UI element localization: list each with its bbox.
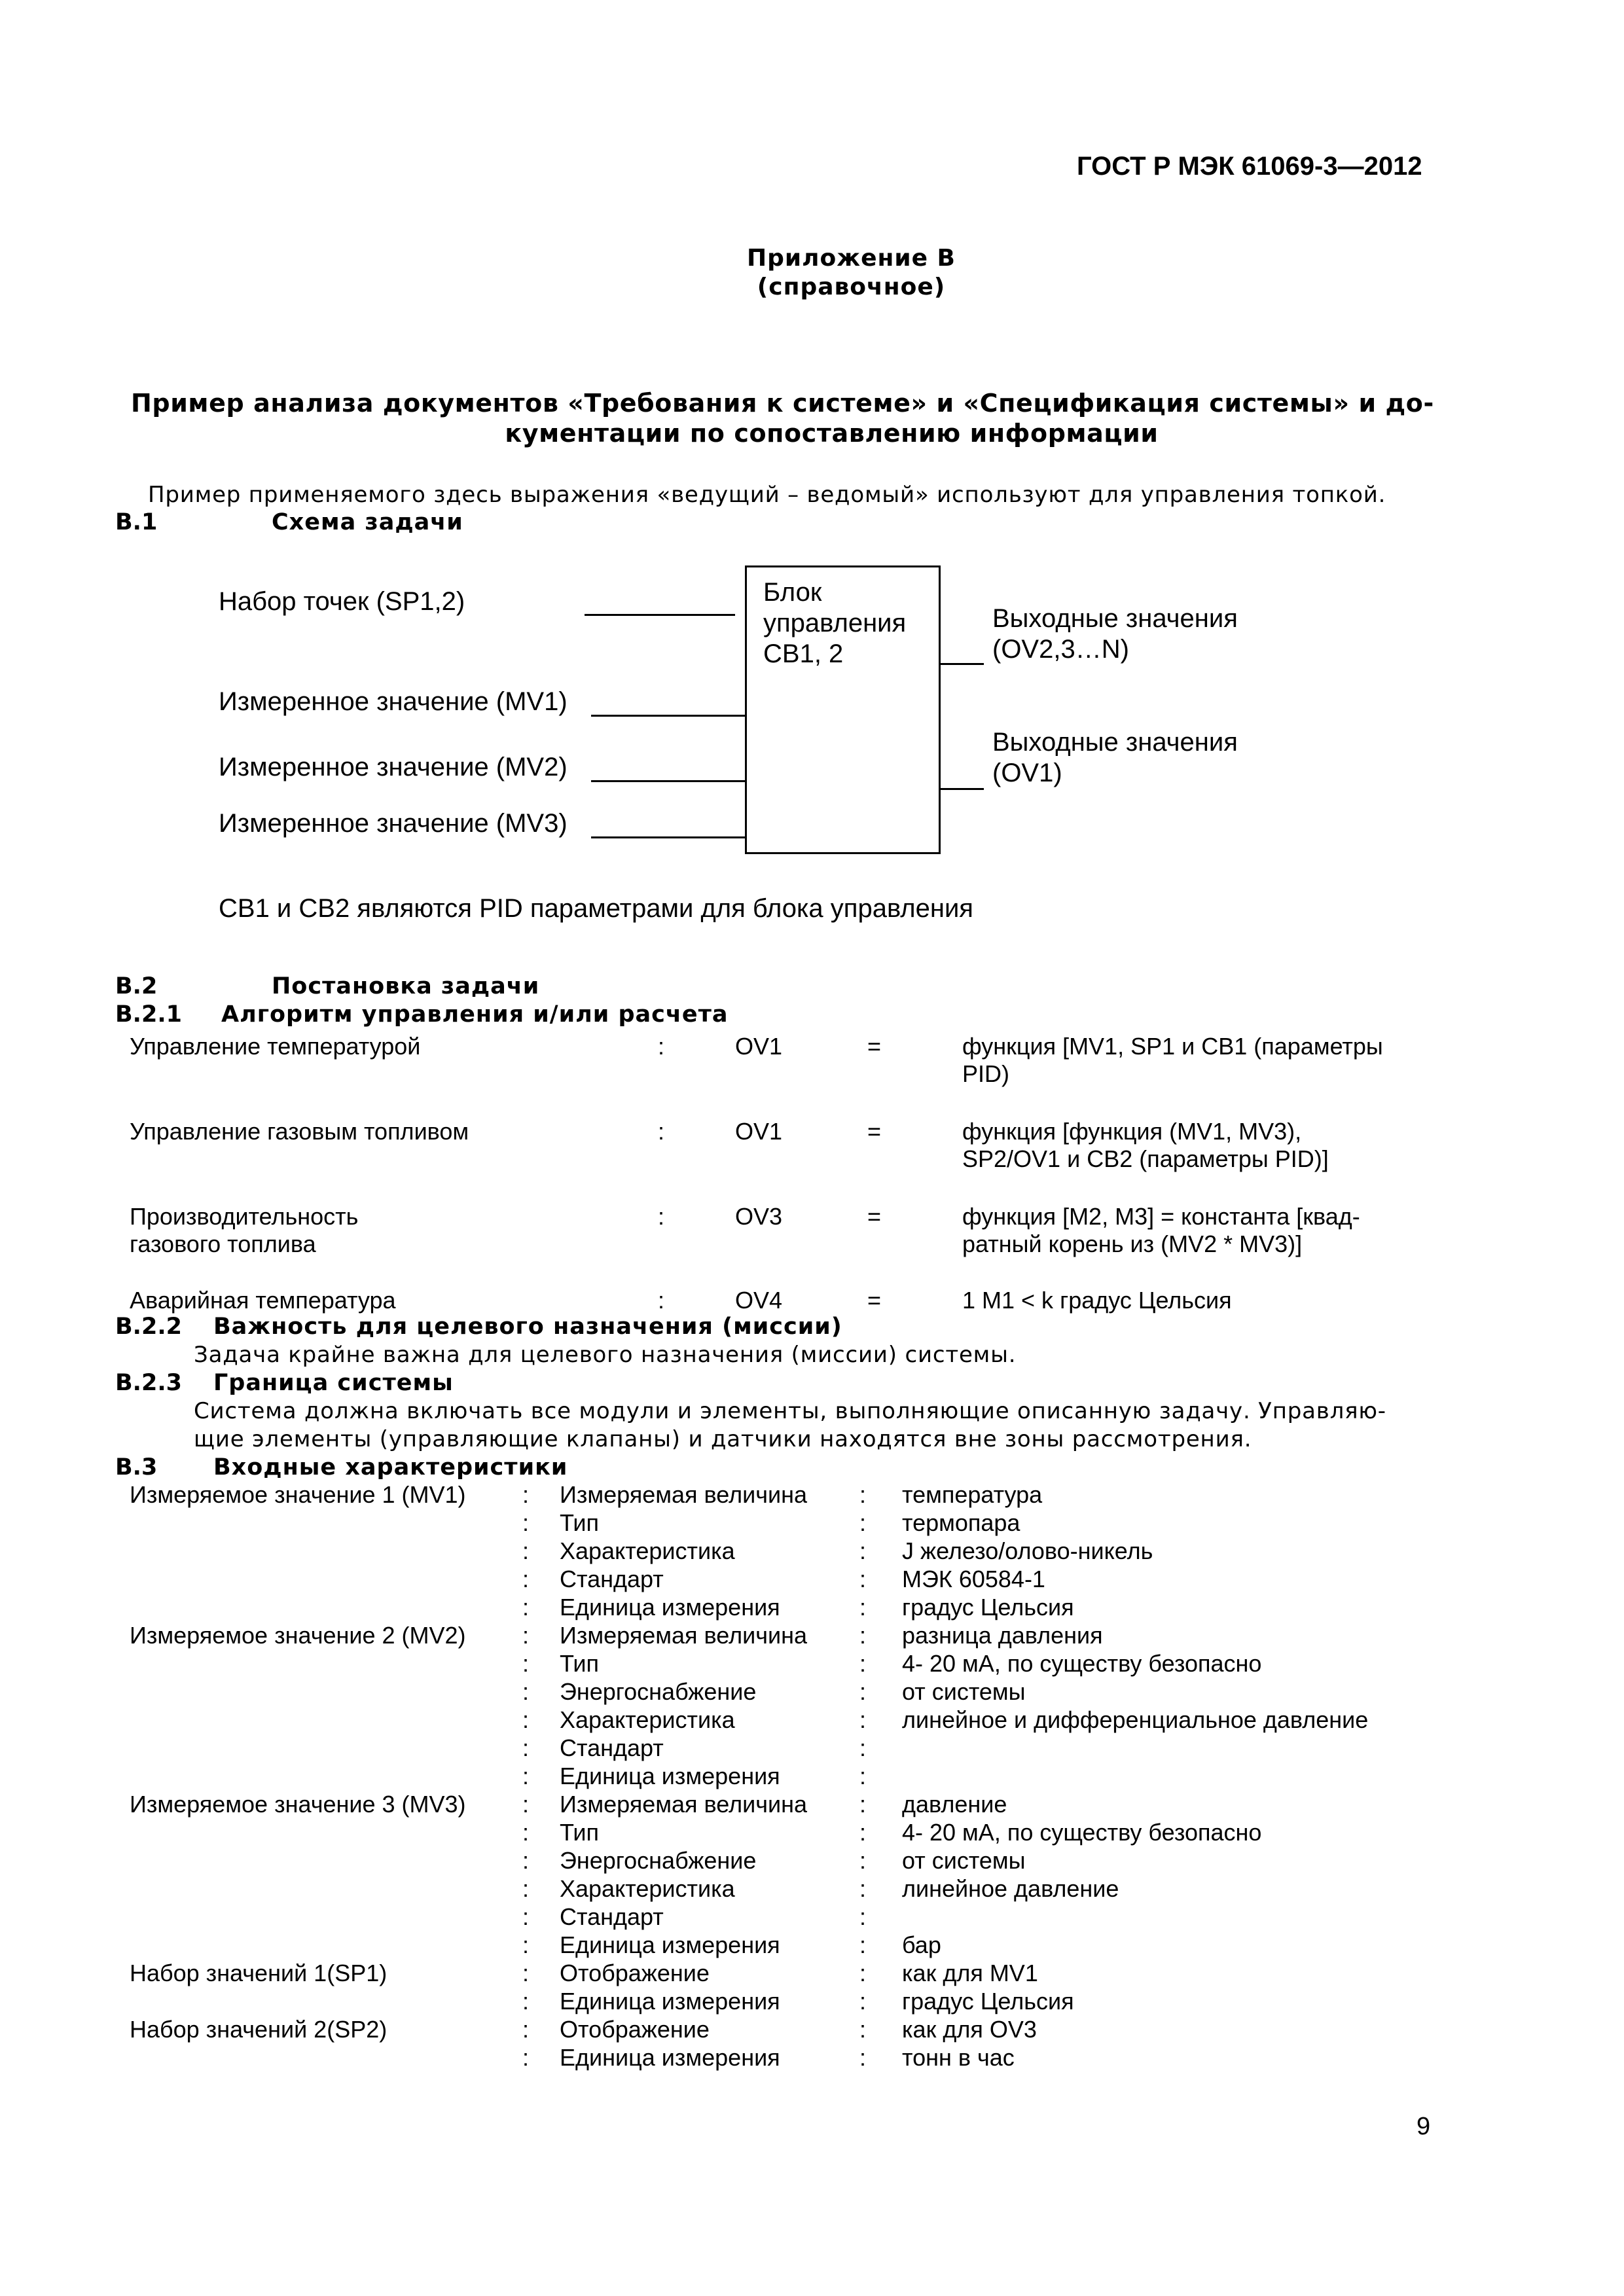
input-prop-cell: Единица измерения [560,2044,780,2071]
mv1-line [591,715,746,717]
input-value-cell: разница давления [902,1622,1103,1649]
input-label-cell: Набор значений 1(SP1) [130,1960,388,1986]
section-b1-title: Схема задачи [272,509,463,535]
output1-line [941,663,984,665]
appendix-title: Приложение В [747,245,956,272]
input-c2-cell: : [859,1960,867,1986]
input-value-cell: как для MV1 [902,1960,1038,1986]
input-c1-cell: : [522,1537,530,1564]
input-c2-cell: : [859,1763,867,1789]
section-b2-number: В.2 [115,973,158,999]
input-c1-cell: : [522,1763,530,1789]
input-c2-cell: : [859,2016,867,2043]
main-title-line2: кументации по сопоставлению информации [505,419,1159,448]
input-c1-cell: : [522,1931,530,1958]
input-c1-cell: : [522,1622,530,1649]
section-b3-number: В.3 [115,1454,158,1480]
input-value-cell: градус Цельсия [902,1594,1074,1621]
input-label-cell: Измеряемое значение 2 (MV2) [130,1622,466,1649]
input-c2-cell: : [859,1566,867,1592]
mv2-label: Измеренное значение (MV2) [219,753,568,781]
input-c1-cell: : [522,2016,530,2043]
output2-line [941,788,984,790]
input-c1-cell: : [522,1509,530,1536]
section-b23-text-line1: Система должна включать все модули и элементы, выполняющие описанную задачу. Управляю- [194,1398,1386,1424]
standard-code: ГОСТ Р МЭК 61069-3—2012 [1077,152,1422,181]
section-b1-number: В.1 [115,509,158,535]
input-prop-cell: Измеряемая величина [560,1622,807,1649]
input-prop-cell: Энергоснабжение [560,1678,757,1705]
input-value-cell: термопара [902,1509,1020,1536]
input-c1-cell: : [522,1650,530,1677]
input-value-cell: как для OV3 [902,2016,1037,2043]
input-c2-cell: : [859,1622,867,1649]
output1-label: Выходные значения (OV2,3…N) [992,604,1238,664]
input-c1-cell: : [522,1594,530,1621]
input-c2-cell: : [859,1706,867,1733]
input-c2-cell: : [859,2044,867,2071]
diagram-caption: CB1 и CB2 являются PID параметрами для блока управления [219,894,973,923]
input-prop-cell: Измеряемая величина [560,1791,807,1818]
input-c2-cell: : [859,1875,867,1902]
input-c2-cell: : [859,1481,867,1508]
input-c1-cell: : [522,1819,530,1846]
input-prop-cell: Стандарт [560,1734,664,1761]
section-b2-title: Постановка задачи [272,973,540,999]
input-c2-cell: : [859,1931,867,1958]
mv1-label: Измеренное значение (MV1) [219,687,568,716]
input-c2-cell: : [859,1509,867,1536]
input-value-cell: МЭК 60584-1 [902,1566,1045,1592]
input-value-cell: 4- 20 мА, по существу безопасно [902,1819,1262,1846]
input-label-cell: Набор значений 2(SP2) [130,2016,388,2043]
input-prop-cell: Характеристика [560,1706,735,1733]
input-label-cell: Измеряемое значение 1 (MV1) [130,1481,466,1508]
page-number: 9 [1416,2113,1431,2140]
input-c2-cell: : [859,1537,867,1564]
input-value-cell: 4- 20 мА, по существу безопасно [902,1650,1262,1677]
output2-label: Выходные значения (OV1) [992,728,1238,787]
input-c1-cell: : [522,1988,530,2015]
input-prop-cell: Отображение [560,2016,710,2043]
input-prop-cell: Единица измерения [560,1988,780,2015]
input-prop-cell: Характеристика [560,1537,735,1564]
input-c1-cell: : [522,1903,530,1930]
section-b22-text: Задача крайне важна для целевого назначения (миссии) системы. [194,1342,1017,1368]
input-label-cell: Измеряемое значение 3 (MV3) [130,1791,466,1818]
section-b23-text-line2: щие элементы (управляющие клапаны) и датчики находятся вне зоны рассмотрения. [194,1426,1252,1452]
setpoint-label: Набор точек (SP1,2) [219,587,465,616]
input-c1-cell: : [522,1566,530,1592]
input-value-cell: линейное давление [902,1875,1119,1902]
input-value-cell: линейное и дифференциальное давление [902,1706,1369,1733]
intro-text: Пример применяемого здесь выражения «ведущий – ведомый» используют для управления топкой. [148,482,1386,508]
section-b21-number: В.2.1 [115,1001,182,1028]
input-c1-cell: : [522,1960,530,1986]
mv3-label: Измеренное значение (MV3) [219,809,568,838]
control-block-label: Блок управления CB1, 2 [763,578,907,668]
setpoint-line [585,614,735,616]
input-c2-cell: : [859,1903,867,1930]
input-prop-cell: Характеристика [560,1875,735,1902]
input-prop-cell: Стандарт [560,1566,664,1592]
input-c1-cell: : [522,1481,530,1508]
input-value-cell: бар [902,1931,941,1958]
input-c1-cell: : [522,2044,530,2071]
input-value-cell: от системы [902,1678,1026,1705]
section-b22-title: Важность для целевого назначения (миссии) [213,1314,842,1340]
input-c2-cell: : [859,1988,867,2015]
section-b23-title: Граница системы [213,1370,454,1396]
section-b23-number: В.2.3 [115,1370,182,1396]
input-prop-cell: Тип [560,1650,600,1677]
main-title-line1: Пример анализа документов «Требования к системе» и «Спецификация системы» и до- [131,389,1434,418]
input-prop-cell: Тип [560,1819,600,1846]
section-b21-title: Алгоритм управления и/или расчета [221,1001,729,1028]
input-c1-cell: : [522,1678,530,1705]
input-c2-cell: : [859,1678,867,1705]
input-c1-cell: : [522,1847,530,1874]
input-prop-cell: Тип [560,1509,600,1536]
input-value-cell: градус Цельсия [902,1988,1074,2015]
input-prop-cell: Стандарт [560,1903,664,1930]
input-c2-cell: : [859,1734,867,1761]
input-c1-cell: : [522,1791,530,1818]
input-prop-cell: Единица измерения [560,1931,780,1958]
input-prop-cell: Энергоснабжение [560,1847,757,1874]
input-c2-cell: : [859,1847,867,1874]
section-b22-number: В.2.2 [115,1314,182,1340]
input-value-cell: J железо/олово-никель [902,1537,1153,1564]
input-c2-cell: : [859,1594,867,1621]
input-c2-cell: : [859,1791,867,1818]
input-c2-cell: : [859,1819,867,1846]
mv3-line [591,836,746,838]
input-c2-cell: : [859,1650,867,1677]
input-c1-cell: : [522,1706,530,1733]
input-c1-cell: : [522,1875,530,1902]
input-prop-cell: Отображение [560,1960,710,1986]
input-prop-cell: Единица измерения [560,1763,780,1789]
input-value-cell: давление [902,1791,1007,1818]
appendix-subtitle: (справочное) [757,274,946,300]
input-value-cell: тонн в час [902,2044,1015,2071]
input-prop-cell: Единица измерения [560,1594,780,1621]
section-b3-title: Входные характеристики [213,1454,568,1480]
input-c1-cell: : [522,1734,530,1761]
input-value-cell: от системы [902,1847,1026,1874]
input-prop-cell: Измеряемая величина [560,1481,807,1508]
mv2-line [591,780,746,782]
input-value-cell: температура [902,1481,1043,1508]
